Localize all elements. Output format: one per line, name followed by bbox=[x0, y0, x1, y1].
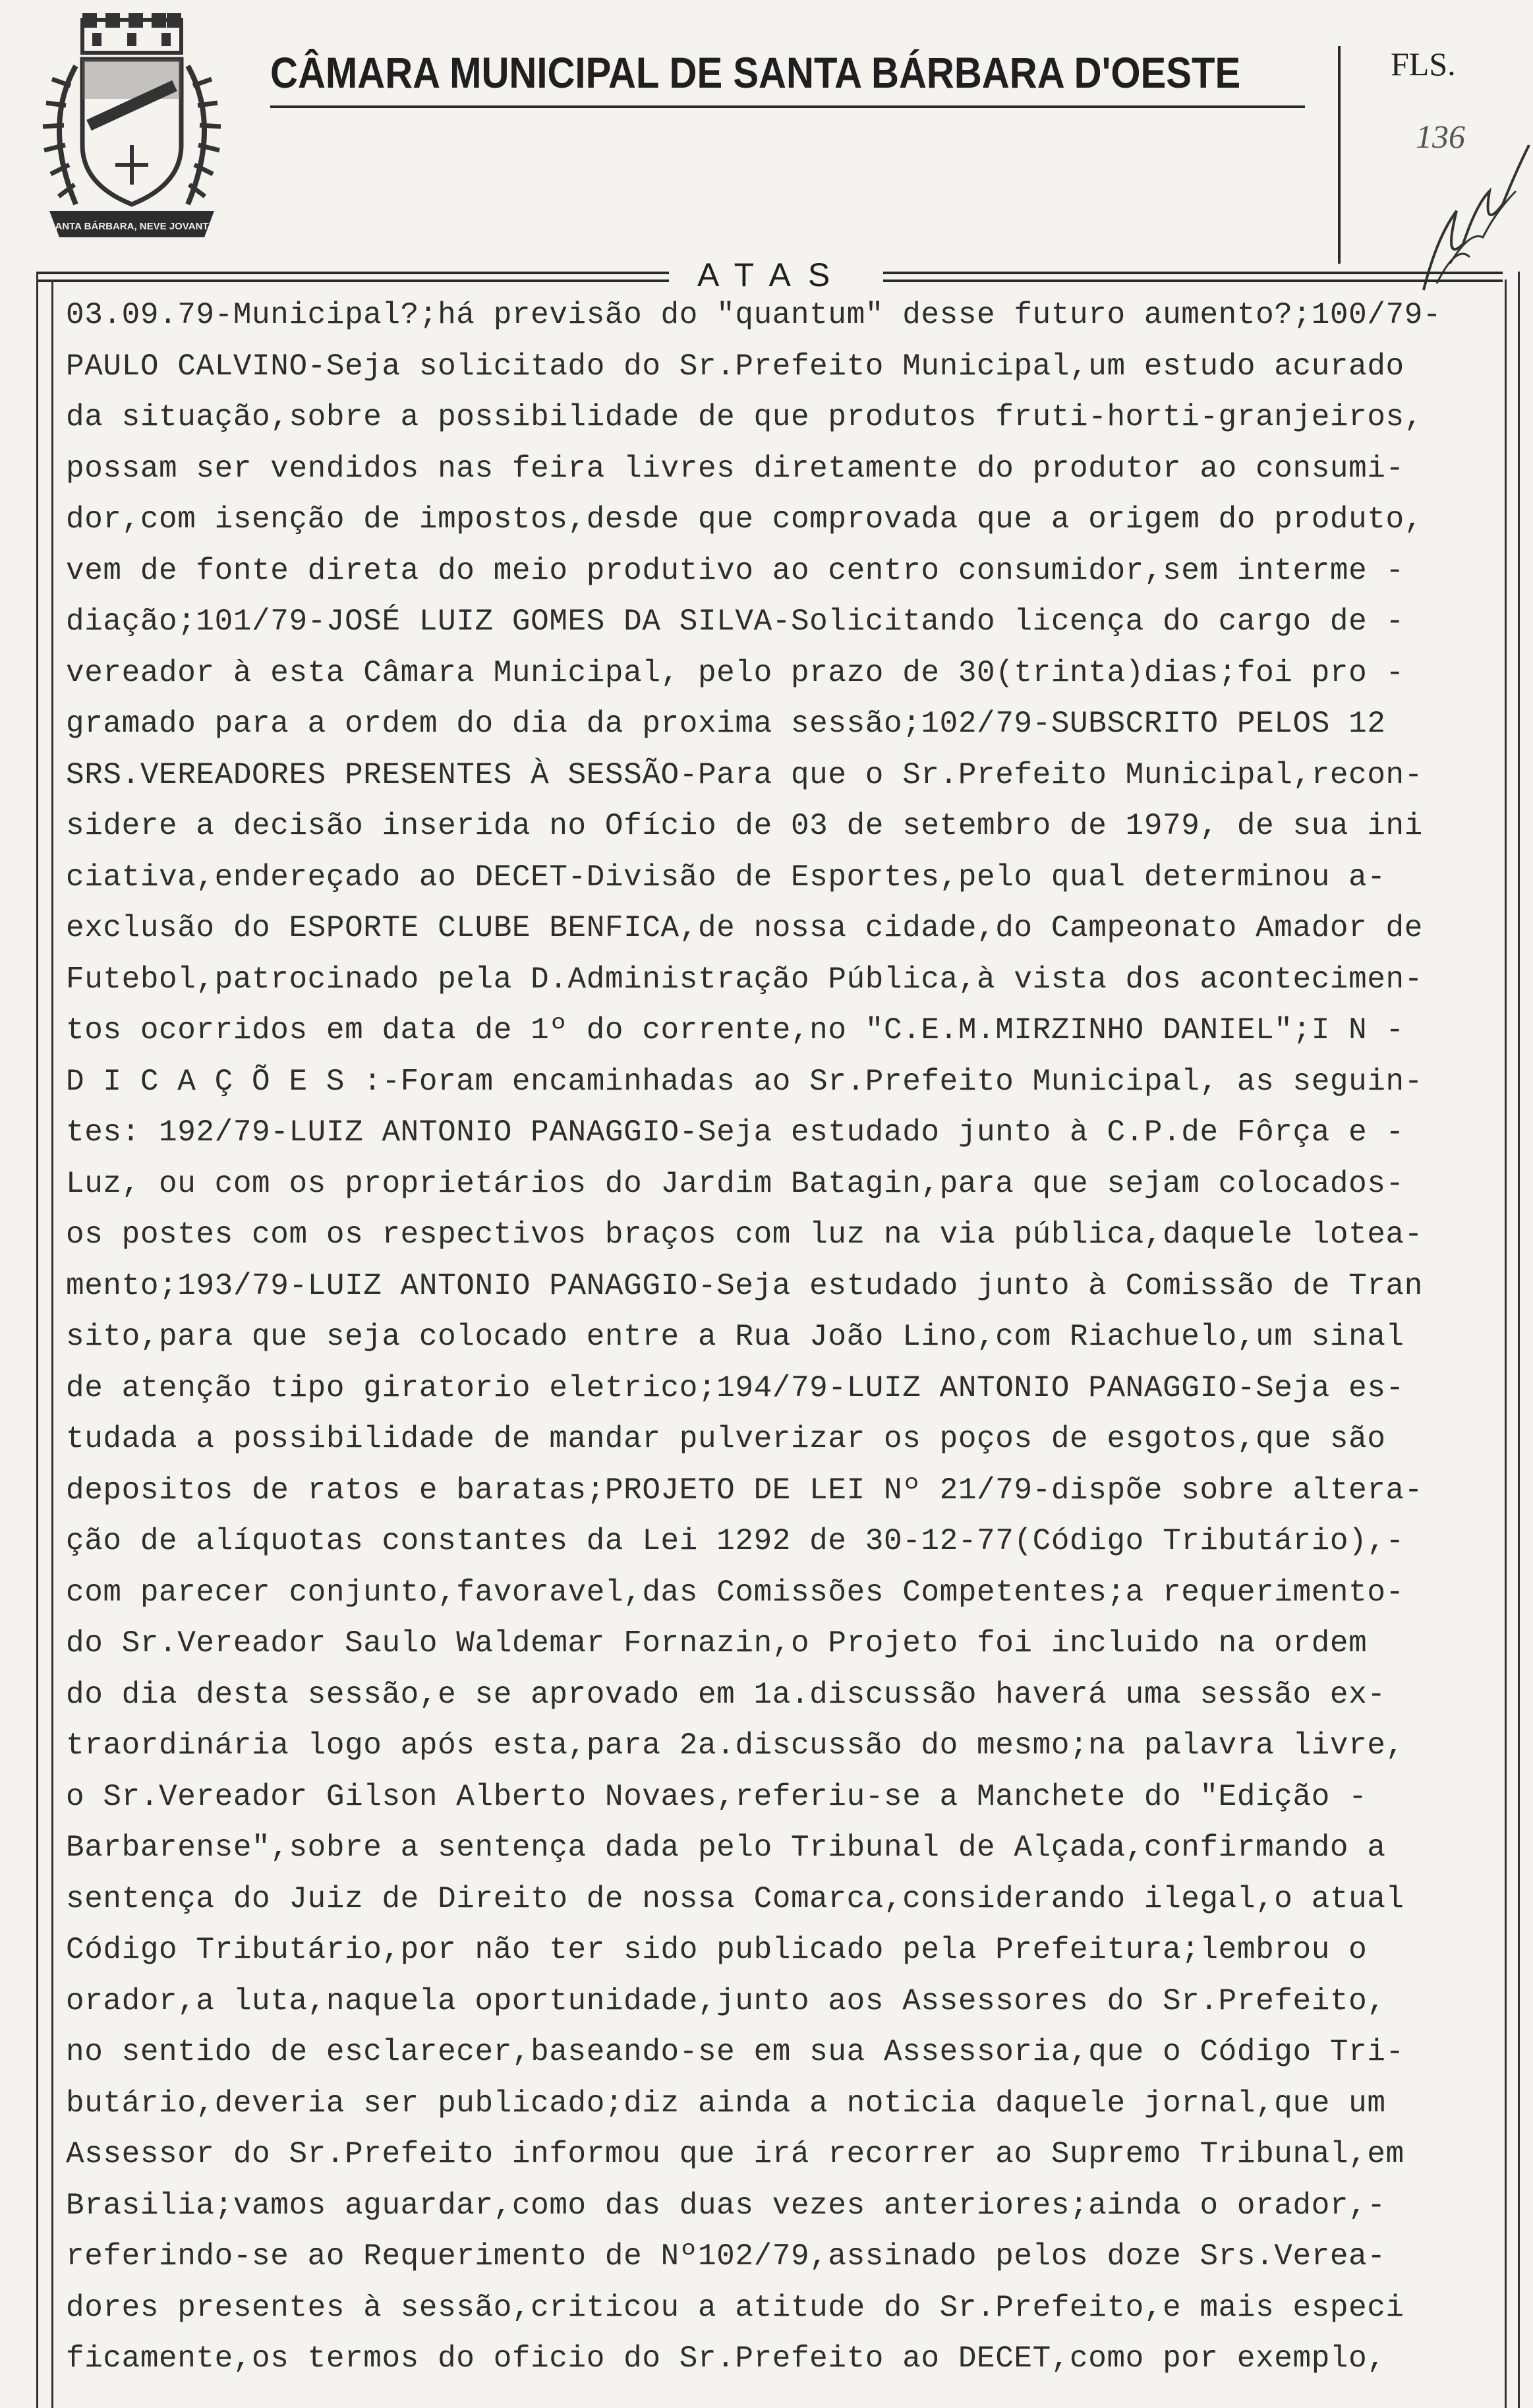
text-line: dores presentes à sessão,criticou a atitude do Sr.Prefeito,e mais especi bbox=[66, 2290, 1404, 2325]
frame-border bbox=[1518, 272, 1520, 2408]
text-line: tudada a possibilidade de mandar pulverizar os poços de esgotos,que são bbox=[66, 1422, 1386, 1456]
text-line: Código Tributário,por não ter sido publicado pela Prefeitura;lembrou o bbox=[66, 1933, 1368, 1967]
text-line: traordinária logo após esta,para 2a.discussão do mesmo;na palavra livre, bbox=[66, 1728, 1404, 1763]
frame-border bbox=[36, 272, 38, 2408]
text-line: ção de alíquotas constantes da Lei 1292 de 30-12-77(Código Tributário),- bbox=[66, 1524, 1404, 1558]
text-line: Assessor do Sr.Prefeito informou que irá recorrer ao Supremo Tribunal,em bbox=[66, 2137, 1404, 2171]
text-line: tos ocorridos em data de 1º do corrente,no "C.E.M.MIRZINHO DANIEL";I N - bbox=[66, 1013, 1404, 1047]
fls-label: FLS. bbox=[1391, 45, 1456, 82]
text-line: D I C A Ç Õ E S :-Foram encaminhadas ao Sr.Prefeito Municipal, as seguin- bbox=[66, 1064, 1423, 1099]
text-line: Barbarense",sobre a sentença dada pelo Tribunal de Alçada,confirmando a bbox=[66, 1831, 1386, 1865]
frame-border bbox=[1505, 279, 1507, 2408]
title-underline bbox=[270, 105, 1305, 108]
text-line: sentença do Juiz de Direito de nossa Comarca,considerando ilegal,o atual bbox=[66, 1881, 1404, 1916]
text-line: vem de fonte direta do meio produtivo ao centro consumidor,sem interme - bbox=[66, 553, 1404, 588]
text-line: sito,para que seja colocado entre a Rua João Lino,com Riachuelo,um sinal bbox=[66, 1320, 1404, 1354]
text-line: Futebol,patrocinado pela D.Administração Pública,à vista dos acontecimen- bbox=[66, 962, 1423, 997]
svg-text:SANTA BÁRBARA, NEVE JOVANTE: SANTA BÁRBARA, NEVE JOVANTE bbox=[48, 221, 216, 232]
text-line: vereador à esta Câmara Municipal, pelo prazo de 30(trinta)dias;foi pro - bbox=[66, 655, 1404, 690]
text-line: PAULO CALVINO-Seja solicitado do Sr.Prefeito Municipal,um estudo acurado bbox=[66, 349, 1404, 384]
text-line: referindo-se ao Requerimento de Nº102/79,assinado pelos doze Srs.Verea- bbox=[66, 2239, 1386, 2274]
text-line: com parecer conjunto,favoravel,das Comissões Competentes;a requerimento- bbox=[66, 1575, 1404, 1610]
text-line: butário,deveria ser publicado;diz ainda a noticia daquele jornal,que um bbox=[66, 2086, 1386, 2121]
text-line: 03.09.79-Municipal?;há previsão do "quantum" desse futuro aumento?;100/79- bbox=[66, 298, 1442, 332]
atas-rule bbox=[883, 279, 1503, 282]
section-label: ATAS bbox=[697, 256, 848, 293]
text-line: o Sr.Vereador Gilson Alberto Novaes,referiu-se a Manchete do "Edição - bbox=[66, 1779, 1368, 1814]
atas-rule bbox=[36, 272, 669, 274]
header-divider bbox=[1338, 46, 1341, 264]
text-line: de atenção tipo giratorio eletrico;194/79-LUIZ ANTONIO PANAGGIO-Seja es- bbox=[66, 1370, 1404, 1405]
page-title: CÂMARA MUNICIPAL DE SANTA BÁRBARA D'OESTE bbox=[270, 48, 1241, 97]
text-line: mento;193/79-LUIZ ANTONIO PANAGGIO-Seja estudado junto à Comissão de Tran bbox=[66, 1268, 1423, 1303]
text-line: no sentido de esclarecer,baseando-se em sua Assessoria,que o Código Tri- bbox=[66, 2035, 1404, 2069]
text-line: Brasilia;vamos aguardar,como das duas vezes anteriores;ainda o orador,- bbox=[66, 2188, 1386, 2223]
text-line: da situação,sobre a possibilidade de que produtos fruti-horti-granjeiros, bbox=[66, 400, 1423, 434]
text-line: gramado para a ordem do dia da proxima sessão;102/79-SUBSCRITO PELOS 12 bbox=[66, 707, 1386, 741]
text-line: depositos de ratos e baratas;PROJETO DE LEI Nº 21/79-dispõe sobre altera- bbox=[66, 1473, 1423, 1508]
atas-rule bbox=[36, 279, 669, 282]
text-line: ficamente,os termos do oficio do Sr.Prefeito ao DECET,como por exemplo, bbox=[66, 2341, 1386, 2376]
text-line: dor,com isenção de impostos,desde que comprovada que a origem do produto, bbox=[66, 502, 1423, 537]
text-line: possam ser vendidos nas feira livres diretamente do produtor ao consumi- bbox=[66, 451, 1404, 486]
text-line: tes: 192/79-LUIZ ANTONIO PANAGGIO-Seja estudado junto à C.P.de Fôrça e - bbox=[66, 1115, 1404, 1150]
text-line: os postes com os respectivos braços com luz na via pública,daquele lotea- bbox=[66, 1218, 1423, 1252]
atas-rule bbox=[883, 272, 1503, 274]
minutes-body bbox=[66, 290, 1501, 2399]
frame-border bbox=[51, 279, 53, 2408]
text-line: ciativa,endereçado ao DECET-Divisão de Esportes,pelo qual determinou a- bbox=[66, 860, 1386, 895]
text-line: exclusão do ESPORTE CLUBE BENFICA,de nossa cidade,do Campeonato Amador de bbox=[66, 911, 1423, 945]
fls-number: 136 bbox=[1416, 118, 1465, 155]
text-line: do dia desta sessão,e se aprovado em 1a.discussão haverá uma sessão ex- bbox=[66, 1677, 1386, 1712]
text-line: do Sr.Vereador Saulo Waldemar Fornazin,o Projeto foi incluido na ordem bbox=[66, 1626, 1368, 1660]
text-line: diação;101/79-JOSÉ LUIZ GOMES DA SILVA-Solicitando licença do cargo de - bbox=[66, 604, 1404, 639]
text-line: sidere a decisão inserida no Ofício de 03 de setembro de 1979, de sua ini bbox=[66, 809, 1423, 843]
text-line: orador,a luta,naquela oportunidade,junto aos Assessores do Sr.Prefeito, bbox=[66, 1983, 1386, 2018]
text-line: Luz, ou com os proprietários do Jardim Batagin,para que sejam colocados- bbox=[66, 1166, 1404, 1201]
coat-of-arms-icon bbox=[36, 13, 227, 257]
text-line: SRS.VEREADORES PRESENTES À SESSÃO-Para que o Sr.Prefeito Municipal,recon- bbox=[66, 757, 1423, 792]
